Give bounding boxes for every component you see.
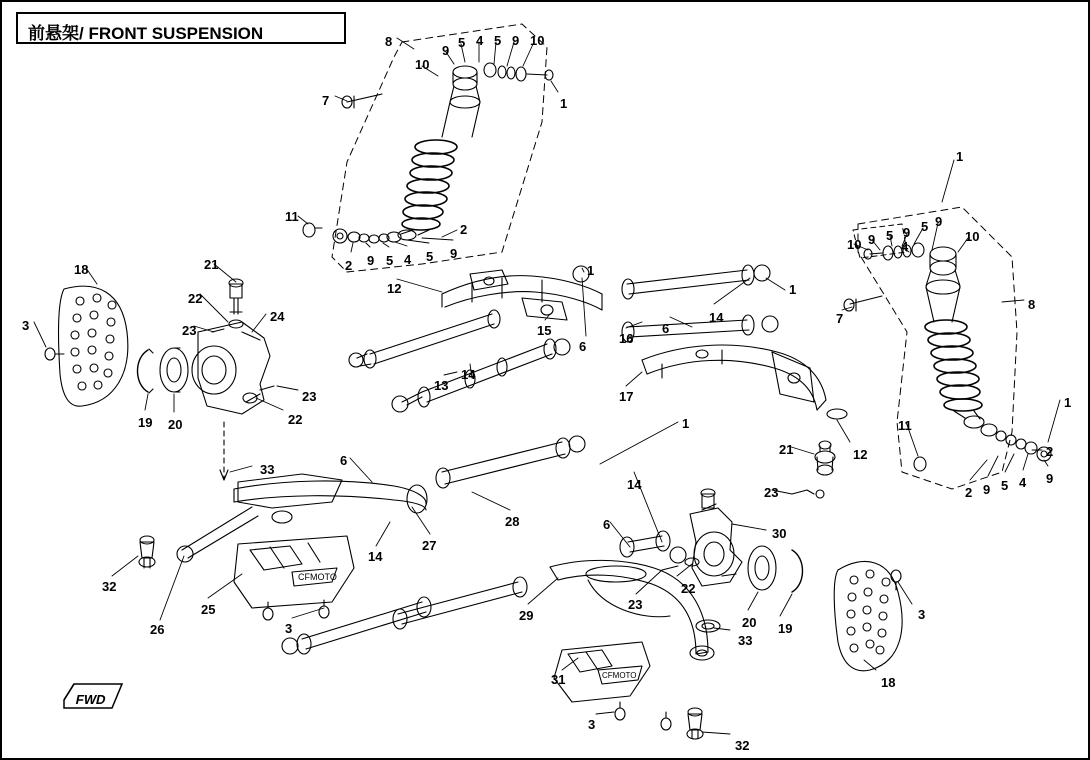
title-box — [16, 12, 346, 44]
callout-number: 9 — [442, 43, 450, 58]
callout-number: 5 — [386, 253, 394, 268]
callout-number: 15 — [537, 323, 552, 338]
callout-number: 4 — [901, 239, 909, 254]
callout-number: 5 — [886, 228, 894, 243]
callout-number: 17 — [619, 389, 634, 404]
callout-number: 6 — [579, 339, 587, 354]
callout-number: 22 — [681, 581, 696, 596]
callout-number: 1 — [789, 282, 797, 297]
callout-number: 21 — [779, 442, 794, 457]
callout-number: 1 — [560, 96, 568, 111]
callout-number: 31 — [551, 672, 566, 687]
callout-number: 7 — [322, 93, 330, 108]
callout-number: 10 — [965, 229, 980, 244]
fwd-label: FWD — [74, 692, 108, 707]
callout-number: 25 — [201, 602, 216, 617]
callout-number: 14 — [709, 310, 724, 325]
callout-number: 32 — [735, 738, 750, 753]
callout-number: 3 — [22, 318, 30, 333]
callout-number: 30 — [772, 526, 787, 541]
callout-number: 20 — [742, 615, 757, 630]
callout-number: 1 — [587, 263, 595, 278]
callout-number: 32 — [102, 579, 117, 594]
callout-number: 4 — [1019, 475, 1027, 490]
callout-number: 2 — [1046, 444, 1054, 459]
callout-number: 6 — [662, 321, 670, 336]
callout-number: 4 — [404, 252, 412, 267]
callout-number: 1 — [1064, 395, 1072, 410]
callout-number: 28 — [505, 514, 520, 529]
callout-number: 5 — [458, 35, 466, 50]
callout-number: 21 — [204, 257, 219, 272]
callout-number: 12 — [387, 281, 402, 296]
callout-number: 2 — [460, 222, 468, 237]
callout-number: 3 — [588, 717, 596, 732]
callout-number: 23 — [302, 389, 317, 404]
front-suspension-artwork — [2, 2, 1090, 760]
callout-number: 6 — [603, 517, 611, 532]
callout-number: 1 — [682, 416, 690, 431]
callout-number: 27 — [422, 538, 437, 553]
callout-number: 5 — [1001, 478, 1009, 493]
callout-number: 2 — [965, 485, 973, 500]
callout-number: 5 — [921, 219, 929, 234]
callout-number: 1 — [956, 149, 964, 164]
callout-number: 12 — [853, 447, 868, 462]
callout-number: 24 — [270, 309, 285, 324]
callout-number: 10 — [530, 33, 545, 48]
callout-number: 10 — [847, 237, 862, 252]
callout-number: 29 — [519, 608, 534, 623]
callout-number: 11 — [285, 209, 299, 224]
svg-text:CFMOTO: CFMOTO — [602, 671, 637, 680]
callout-number: 5 — [426, 249, 434, 264]
callout-number: 9 — [512, 33, 520, 48]
page-title: 前悬架/ FRONT SUSPENSION — [28, 24, 264, 43]
callout-number: 6 — [340, 453, 348, 468]
callout-number: 2 — [345, 258, 353, 273]
callout-number: 5 — [494, 33, 502, 48]
callout-number: 26 — [150, 622, 165, 637]
callout-number: 9 — [983, 482, 991, 497]
callout-number: 23 — [182, 323, 197, 338]
callout-number: 33 — [260, 462, 275, 477]
callout-number: 20 — [168, 417, 183, 432]
callout-number: 9 — [935, 214, 943, 229]
callout-number: 11 — [898, 418, 912, 433]
callout-number: 14 — [461, 367, 476, 382]
callout-number: 8 — [1028, 297, 1036, 312]
callout-number: 9 — [450, 246, 458, 261]
callout-number: 14 — [368, 549, 383, 564]
callout-number: 3 — [918, 607, 926, 622]
callout-number: 3 — [285, 621, 293, 636]
callout-number: 22 — [288, 412, 303, 427]
callout-number: 14 — [627, 477, 642, 492]
callout-number: 22 — [188, 291, 203, 306]
callout-number: 16 — [619, 331, 634, 346]
callout-number: 9 — [367, 253, 375, 268]
callout-number: 18 — [74, 262, 89, 277]
callout-number: 13 — [434, 378, 449, 393]
callout-number: 9 — [1046, 471, 1054, 486]
callout-number: 18 — [881, 675, 896, 690]
callout-number: 9 — [903, 225, 911, 240]
callout-number: 9 — [868, 232, 876, 247]
callout-number: 23 — [764, 485, 779, 500]
callout-number: 7 — [836, 311, 844, 326]
callout-number: 19 — [778, 621, 793, 636]
callout-number: 8 — [385, 34, 393, 49]
callout-number: 10 — [415, 57, 430, 72]
callout-number: 33 — [738, 633, 753, 648]
callout-number: 4 — [476, 33, 484, 48]
callout-number: 23 — [628, 597, 643, 612]
callout-number: 19 — [138, 415, 153, 430]
svg-text:CFMOTO: CFMOTO — [298, 572, 337, 582]
